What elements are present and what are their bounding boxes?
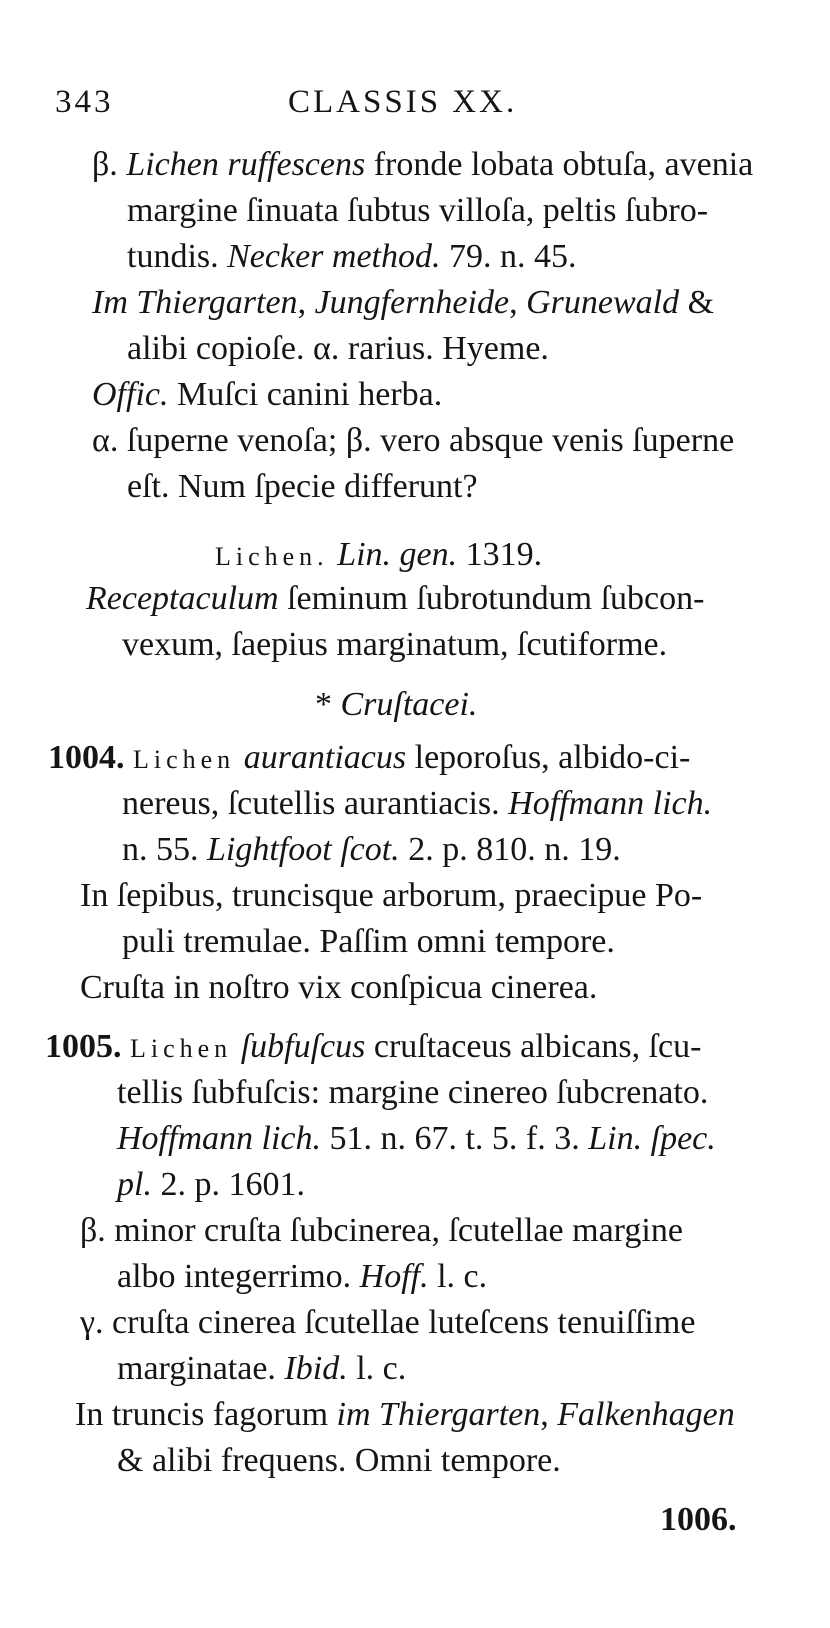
entry-1005-gamma-1 bbox=[80, 1303, 695, 1343]
beta-line-2 bbox=[127, 191, 708, 231]
text-segment: * bbox=[315, 686, 341, 723]
catchword: 1006. bbox=[660, 1501, 737, 1538]
text-segment: puli tremulae. Paſſim omni tempore. bbox=[122, 923, 615, 960]
text-segment: cruſtaceus albicans, ſcu- bbox=[365, 1028, 702, 1065]
genus-heading bbox=[215, 535, 542, 577]
text-segment: 2. p. 1601. bbox=[151, 1166, 305, 1203]
text-segment: aurantiacus bbox=[243, 739, 407, 776]
entry-1005-line-4 bbox=[117, 1165, 305, 1205]
text-segment: leporoſus, albido-ci- bbox=[406, 739, 691, 776]
entry-1005-beta-1 bbox=[80, 1211, 683, 1251]
beta-lichen-ruffescens bbox=[92, 145, 753, 185]
entry-1005-habitat-1 bbox=[75, 1395, 735, 1435]
text-segment: 1319. bbox=[457, 536, 543, 573]
habitat-line-1 bbox=[92, 283, 714, 323]
text-segment: tundis. bbox=[127, 238, 228, 275]
text-segment: 1005. bbox=[45, 1028, 130, 1065]
text-segment: & alibi frequens. Omni tempore. bbox=[117, 1442, 561, 1479]
alpha-note-2 bbox=[127, 467, 478, 507]
entry-1005-gamma-2 bbox=[117, 1349, 406, 1389]
text-segment: & bbox=[679, 284, 715, 321]
text-segment: 51. n. 67. t. 5. f. 3. bbox=[320, 1120, 589, 1157]
text-segment: Falkenhagen bbox=[557, 1396, 735, 1433]
text-segment: marginatae. bbox=[117, 1350, 285, 1387]
text-segment: n. 55. bbox=[122, 831, 207, 868]
text-segment: l. c. bbox=[428, 1258, 488, 1295]
text-segment: l. c. bbox=[347, 1350, 407, 1387]
text-segment: Im Thiergarten bbox=[92, 284, 298, 321]
text-segment: Offic. bbox=[92, 376, 169, 413]
text-segment: Ibid. bbox=[284, 1350, 348, 1387]
text-segment: Necker method. bbox=[227, 238, 441, 275]
text-segment: β. bbox=[92, 146, 127, 183]
text-segment: tellis ſubfuſcis: margine cinereo ſubcrenato. bbox=[117, 1074, 709, 1111]
text-segment: Grunewald bbox=[526, 284, 680, 321]
text-segment: Hoffmann lich. bbox=[117, 1120, 321, 1157]
text-segment bbox=[232, 1028, 241, 1065]
text-segment: In ſepibus, truncisque arborum, praecipue Po- bbox=[80, 877, 703, 914]
text-segment: Receptaculum bbox=[86, 580, 279, 617]
text-segment: , bbox=[297, 284, 315, 321]
page-number: 343 bbox=[55, 84, 114, 120]
text-segment: albo integerrimo. bbox=[117, 1258, 360, 1295]
text-segment: nereus, ſcutellis aurantiacis. bbox=[122, 785, 509, 822]
text-segment: margine ſinuata ſubtus villoſa, peltis ſubro- bbox=[127, 192, 709, 229]
text-segment: 1004. bbox=[48, 739, 133, 776]
text-segment: Lichen ruffescens bbox=[126, 146, 366, 183]
entry-1004-line-2 bbox=[122, 784, 712, 824]
text-segment: Lichen bbox=[130, 1034, 233, 1063]
text-segment: Muſci canini herba. bbox=[168, 376, 443, 413]
text-segment: alibi copioſe. α. rarius. Hyeme. bbox=[127, 330, 549, 367]
genus-desc-2 bbox=[122, 625, 667, 665]
entry-1005-line-2 bbox=[117, 1073, 708, 1113]
habitat-line-2 bbox=[127, 329, 549, 369]
entry-1004-line-1 bbox=[48, 738, 690, 780]
text-segment: β. minor cruſta ſubcinerea, ſcutellae margine bbox=[80, 1212, 683, 1249]
text-segment: Cruſtacei. bbox=[340, 686, 478, 723]
text-segment: 79. n. 45. bbox=[440, 238, 577, 275]
text-segment: fronde lobata obtuſa, avenia bbox=[365, 146, 754, 183]
text-segment: Lichen bbox=[133, 745, 236, 774]
text-segment: , bbox=[509, 284, 527, 321]
text-segment: Hoff. bbox=[359, 1258, 429, 1295]
text-segment: γ. cruſta cinerea ſcutellae luteſcens tenuiſſime bbox=[80, 1304, 696, 1341]
offic-line bbox=[92, 375, 442, 415]
entry-1004-line-3 bbox=[122, 830, 621, 870]
running-title: CLASSIS XX. bbox=[288, 84, 518, 120]
text-segment: Cruſta in noſtro vix conſpicua cinerea. bbox=[80, 969, 598, 1006]
text-segment: , bbox=[540, 1396, 558, 1433]
text-segment: ſeminum ſubrotundum ſubcon- bbox=[278, 580, 705, 617]
section-crustacei bbox=[315, 685, 477, 725]
text-segment: Lin. gen. bbox=[337, 536, 458, 573]
entry-1004-habitat-2 bbox=[122, 922, 615, 962]
text-segment: 2. p. 810. n. 19. bbox=[399, 831, 621, 868]
entry-1004-habitat-1 bbox=[80, 876, 702, 916]
text-segment: pl. bbox=[117, 1166, 152, 1203]
text-segment: α. ſuperne venoſa; β. vero absque venis ſuperne bbox=[92, 422, 735, 459]
text-segment: In truncis fagorum bbox=[75, 1396, 337, 1433]
beta-line-3 bbox=[127, 237, 577, 277]
text-segment: ſubfuſcus bbox=[240, 1028, 366, 1065]
text-segment: Lin. ſpec. bbox=[588, 1120, 716, 1157]
entry-1005-habitat-2 bbox=[117, 1441, 561, 1481]
text-segment: Jungfernheide bbox=[314, 284, 510, 321]
text-segment: Lichen. bbox=[215, 542, 329, 571]
genus-desc-1 bbox=[86, 579, 704, 619]
entry-1004-note bbox=[80, 968, 597, 1008]
alpha-note-1 bbox=[92, 421, 734, 461]
text-segment: vexum, ſaepius marginatum, ſcutiforme. bbox=[122, 626, 668, 663]
entry-1005-line-1 bbox=[45, 1027, 701, 1069]
text-segment: Lightfoot ſcot. bbox=[207, 831, 400, 868]
entry-1005-beta-2 bbox=[117, 1257, 487, 1297]
text-segment: eſt. Num ſpecie differunt? bbox=[127, 468, 478, 505]
text-segment bbox=[329, 536, 338, 573]
text-segment: Hoffmann lich. bbox=[508, 785, 713, 822]
text-segment bbox=[235, 739, 244, 776]
text-segment: im Thiergarten bbox=[336, 1396, 541, 1433]
entry-1005-line-3 bbox=[117, 1119, 716, 1159]
